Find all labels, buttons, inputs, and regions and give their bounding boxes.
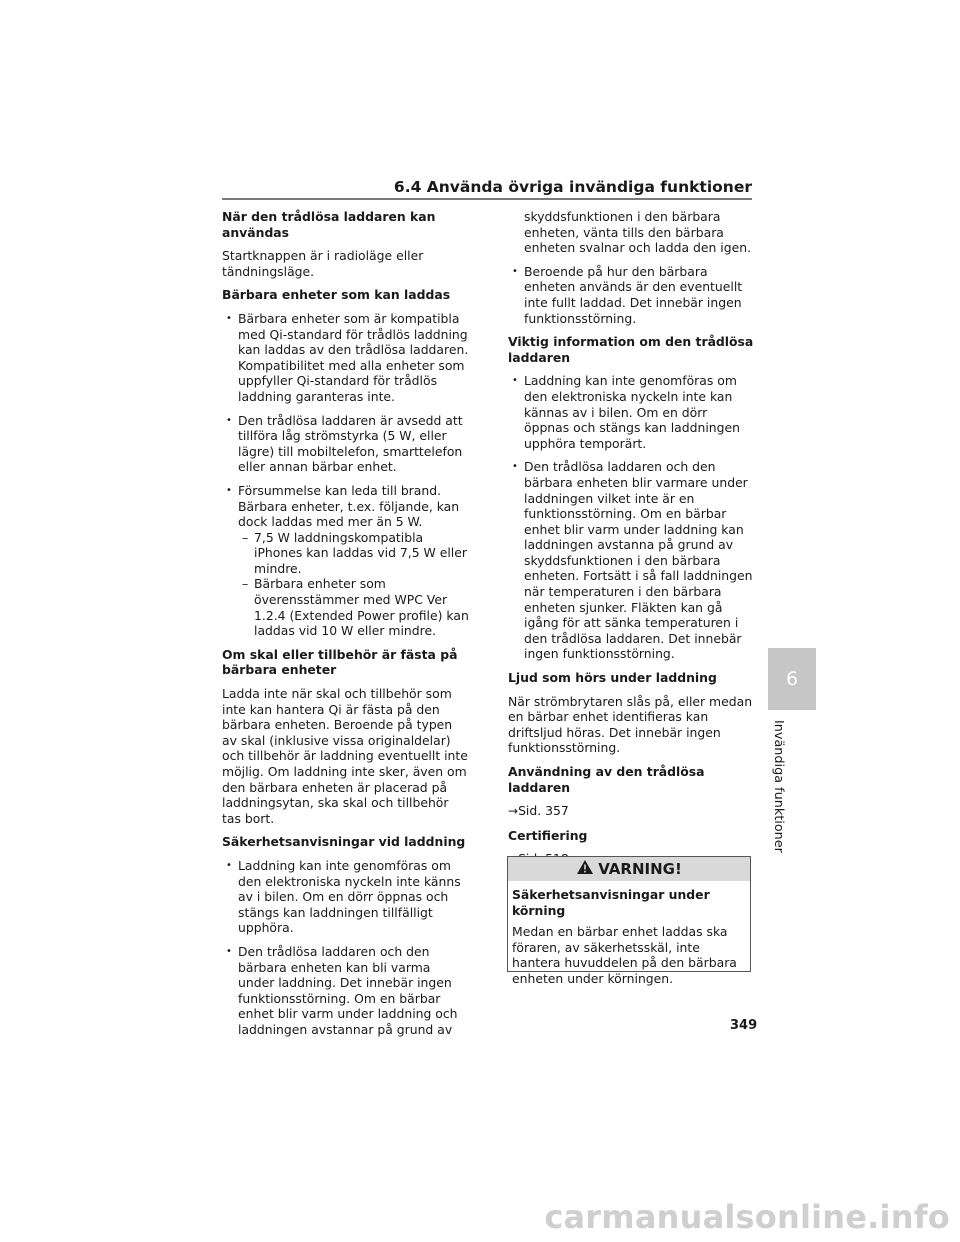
heading-usage: Användning av den trådlösa laddaren xyxy=(508,764,705,795)
list-item: • Den trådlösa laddaren är avsedd att tillföra låg strömstyrka (5 W, eller lägre) till mobiltelefon, smarttelefon eller annan bärbar enhet. xyxy=(222,413,470,475)
warning-title: Säkerhetsanvisningar under körning xyxy=(512,887,710,918)
paragraph-sounds: När strömbrytaren slås på, eller medan en bärbar enhet identifieras kan driftsljud höras. Det innebär ingen funktionsstörning. xyxy=(508,693,753,756)
list-item: • Laddning kan inte genomföras om den elektroniska nyckeln inte känns av i bilen. Om en dörr öppnas och stängs kan laddningen tillfälligt upphöra. xyxy=(222,858,470,936)
watermark: carmanualsonline.info xyxy=(544,1198,950,1236)
page-number: 349 xyxy=(730,1018,758,1033)
list-item: • Beroende på hur den bärbara enheten används är den eventuellt inte fullt laddad. Det innebär ingen funktionsstörning. xyxy=(508,264,756,326)
sub-list-item: – Bärbara enheter som överensstämmer med WPC Ver 1.2.4 (Extended Power profile) kan laddas vid 10 W eller mindre. xyxy=(242,576,469,639)
chapter-number: 6 xyxy=(785,668,799,690)
section-title: 6.4 Använda övriga invändiga funktioner xyxy=(393,178,752,196)
warning-header xyxy=(508,857,750,881)
list-item: • Försummelse kan leda till brand. Bärbara enheter, t.ex. följande, kan dock laddas med mer än 5 W. xyxy=(222,483,470,530)
right-column xyxy=(508,209,756,876)
chapter-tab xyxy=(768,648,816,710)
arrow-right-icon: → xyxy=(508,804,519,819)
sub-list-item: – 7,5 W laddningskompatibla iPhones kan laddas vid 7,5 W eller mindre. xyxy=(242,529,467,576)
paragraph-start-mode: Startknappen är i radioläge eller tändningsläge. xyxy=(222,248,424,279)
left-column xyxy=(222,209,470,1046)
list-item-continued: skyddsfunktionen i den bärbara enheten, vänta tills den bärbara enheten svalnar och ladda den igen. xyxy=(524,209,752,256)
list-item: • Laddning kan inte genomföras om den elektroniska nyckeln inte kan kännas av i bilen. Om en dörr öppnas och stängs kan laddningen upphöra temporärt. xyxy=(508,373,756,451)
heading-sounds: Ljud som hörs under laddning xyxy=(508,670,717,686)
list-item: • Bärbara enheter som är kompatibla med Qi-standard för trådlös laddning kan laddas av den trådlösa laddaren. Kompatibilitet med alla enheter som uppfyller Qi-standard för trådlös laddning garanteras inte. xyxy=(222,311,470,405)
heading-cases-accessories: Om skal eller tillbehör är fästa på bärbara enheter xyxy=(222,646,458,678)
heading-chargeable-devices: Bärbara enheter som kan laddas xyxy=(222,287,451,303)
sub-list-item-text: 7,5 W laddningskompatibla iPhones kan laddas vid 7,5 W eller mindre. xyxy=(254,529,467,576)
chapter-label: Invändiga funktioner xyxy=(771,720,786,853)
header-divider xyxy=(222,198,752,200)
warning-text: Medan en bärbar enhet laddas ska föraren, av säkerhetsskäl, inte hantera huvuddelen på den bärbara enheten under körningen. xyxy=(512,924,737,986)
warning-triangle-icon xyxy=(576,859,594,879)
warning-box xyxy=(507,856,751,986)
heading-certification: Certifiering xyxy=(508,827,588,843)
list-item: • Den trådlösa laddaren och den bärbara enheten blir varmare under laddningen vilket inte är en funktionsstörning. Om en bärbar enhet blir varm under laddning kan laddningen avstanna på grund av skyddsfunktionen i den bärbara enheten. Fortsätt i så fall laddningen när temperaturen i den bärbara enheten sjunker. Fläkten kan gå igång för att sänka temperaturen i den trådlösa laddaren. Det innebär ingen funktionsstörning. xyxy=(508,459,756,662)
sub-list-item-text: Bärbara enheter som överensstämmer med WPC Ver 1.2.4 (Extended Power profile) kan laddas vid 10 W eller mindre. xyxy=(254,576,469,639)
warning-label: VARNING! xyxy=(598,860,682,878)
list-item: • Den trådlösa laddaren och den bärbara enheten kan bli varma under laddning. Det innebär ingen funktionsstörning. Om en bärbar enhet blir varm under laddning och laddningen avstannar på grund av xyxy=(222,944,470,1038)
paragraph-cases: Ladda inte när skal och tillbehör som inte kan hantera Qi är fästa på den bärbara enheten. Beroende på typen av skal (inklusive vissa originaldelar) och tillbehör är laddning eventuellt inte möjlig. Om laddning inte sker, även om den bärbara enheten är placerad på laddningsytan, ska skal och tillbehör tas bort. xyxy=(222,686,468,826)
page-reference-link[interactable] xyxy=(508,803,756,820)
heading-important-info: Viktig information om den trådlösa laddaren xyxy=(508,334,754,365)
heading-when-usable: När den trådlösa laddaren kan användas xyxy=(222,209,436,240)
page-reference-text: Sid. 357 xyxy=(518,803,569,819)
heading-safety-charging: Säkerhetsanvisningar vid laddning xyxy=(222,834,466,850)
